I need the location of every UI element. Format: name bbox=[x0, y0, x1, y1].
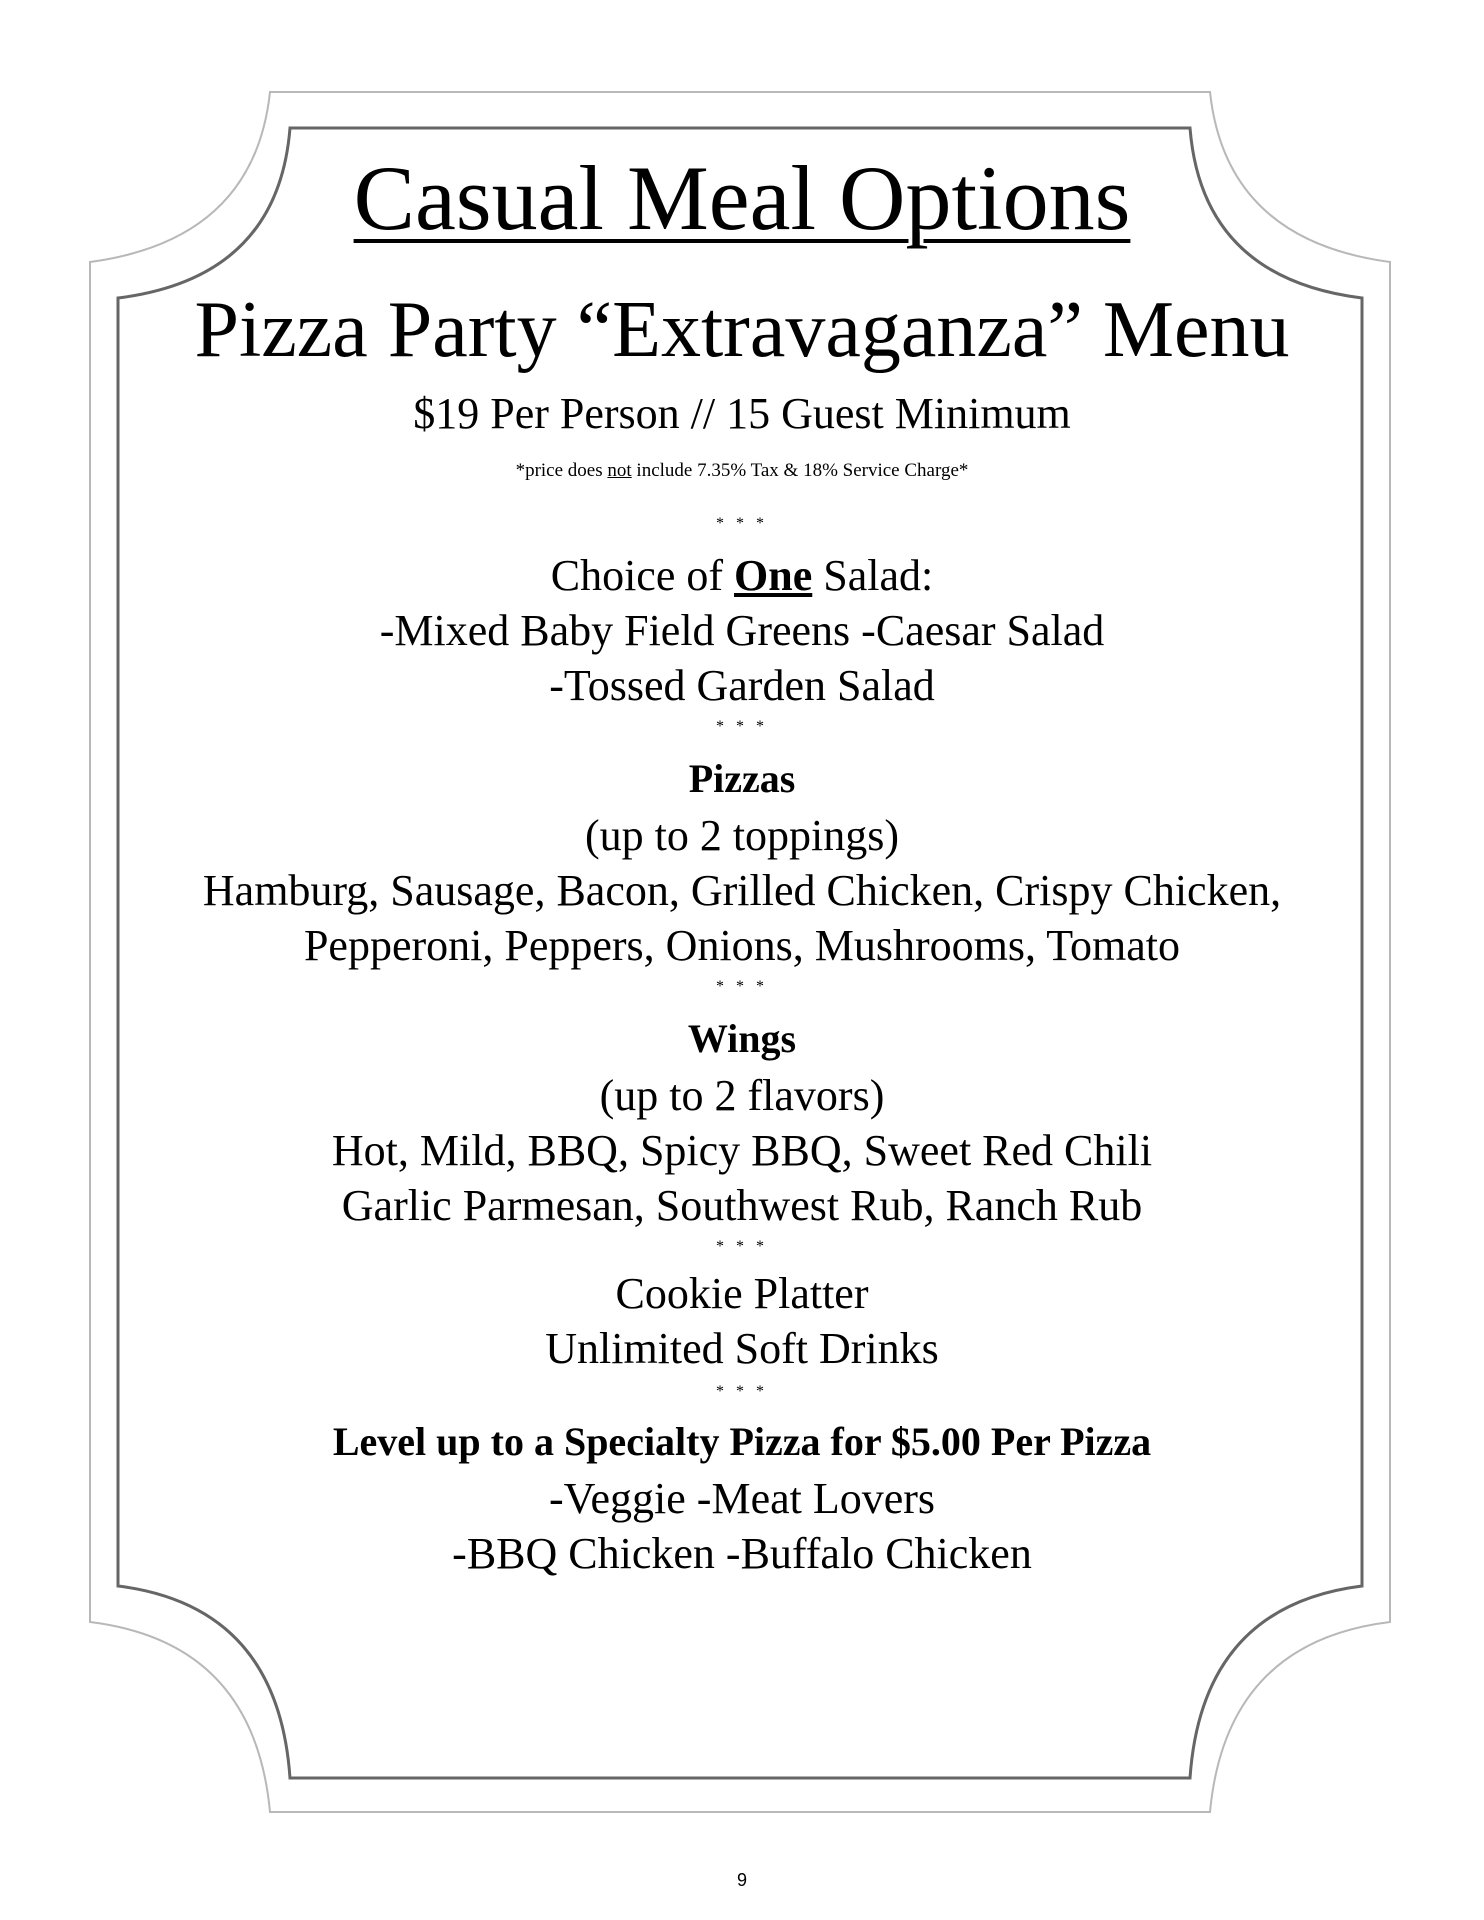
page-title: Casual Meal Options bbox=[353, 147, 1131, 249]
pizza-toppings-line: Pepperoni, Peppers, Onions, Mushrooms, Tomato bbox=[303, 921, 1181, 970]
wings-heading: Wings bbox=[687, 1016, 797, 1061]
note-emphasis: not bbox=[607, 460, 632, 481]
separator: * * * bbox=[716, 718, 768, 735]
price-note bbox=[120, 460, 1364, 482]
specialty-line: -BBQ Chicken -Buffalo Chicken bbox=[452, 1529, 1032, 1578]
wing-flavors-line: Hot, Mild, BBQ, Spicy BBQ, Sweet Red Chili bbox=[331, 1126, 1153, 1175]
extra-item: Unlimited Soft Drinks bbox=[545, 1324, 939, 1373]
salad-heading-emphasis: One bbox=[734, 551, 813, 600]
separator: * * * bbox=[716, 1383, 768, 1400]
specialty-line: -Veggie -Meat Lovers bbox=[548, 1474, 936, 1523]
salad-heading-after: Salad: bbox=[812, 551, 934, 600]
price-line: $19 Per Person // 15 Guest Minimum bbox=[413, 389, 1071, 438]
page-number: 9 bbox=[736, 1870, 747, 1890]
separator: * * * bbox=[716, 1238, 768, 1255]
menu-subtitle: Pizza Party “Extravaganza” Menu bbox=[194, 286, 1290, 374]
separator: * * * bbox=[716, 515, 768, 532]
salad-heading-before: Choice of bbox=[550, 551, 735, 600]
specialty-heading: Level up to a Specialty Pizza for $5.00 Per Pizza bbox=[332, 1419, 1152, 1464]
wings-subheading: (up to 2 flavors) bbox=[599, 1071, 885, 1120]
note-after: include 7.35% Tax & 18% Service Charge* bbox=[631, 460, 969, 481]
pizzas-subheading: (up to 2 toppings) bbox=[584, 811, 900, 860]
pizzas-heading: Pizzas bbox=[688, 756, 796, 801]
note-before: *price does bbox=[515, 460, 608, 481]
salad-line: -Mixed Baby Field Greens -Caesar Salad bbox=[379, 606, 1105, 655]
separator: * * * bbox=[716, 978, 768, 995]
wing-flavors-line: Garlic Parmesan, Southwest Rub, Ranch Rub bbox=[341, 1181, 1143, 1230]
salad-line: -Tossed Garden Salad bbox=[549, 661, 935, 710]
extra-item: Cookie Platter bbox=[615, 1269, 869, 1318]
pizza-toppings-line: Hamburg, Sausage, Bacon, Grilled Chicken, Crispy Chicken, bbox=[202, 866, 1282, 915]
salad-heading bbox=[120, 550, 1364, 601]
